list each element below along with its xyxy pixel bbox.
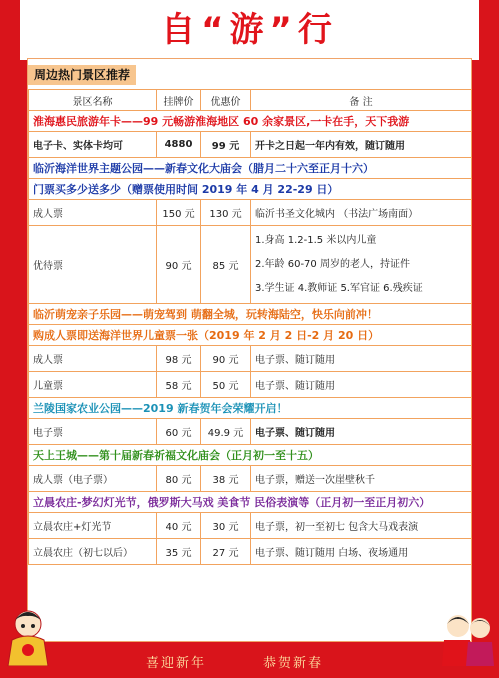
group-banner-row bbox=[29, 111, 472, 132]
deal-price: 50 元 bbox=[201, 372, 251, 398]
column-name: 景区名称 bbox=[29, 90, 157, 111]
page-title: 自“游”行 bbox=[161, 10, 338, 50]
group-banner: 淮海惠民旅游年卡——99 元畅游淮海地区 60 余家景区,一卡在手，天下我游 bbox=[29, 111, 472, 132]
table-row bbox=[29, 346, 472, 372]
footer-right: 恭贺新春 bbox=[263, 656, 324, 671]
group-banner-row bbox=[29, 398, 472, 419]
column-deal-price: 优惠价 bbox=[201, 90, 251, 111]
ticket-note: 临沂书圣文化城内 （书法广场南面） bbox=[251, 200, 472, 226]
price-sheet bbox=[27, 58, 472, 642]
ticket-name: 立晨农庄+灯光节 bbox=[29, 513, 157, 539]
list-price: 90 元 bbox=[157, 226, 201, 304]
ticket-name: 立晨农庄（初七以后） bbox=[29, 539, 157, 565]
ticket-note: 电子票，赠送一次崖壁秋千 bbox=[251, 466, 472, 492]
group-banner-row bbox=[29, 158, 472, 179]
footer-banner bbox=[0, 644, 499, 678]
ticket-note: 电子票、随订随用 bbox=[251, 372, 472, 398]
ticket-note: 电子票、随订随用 bbox=[251, 346, 472, 372]
price-table bbox=[28, 89, 472, 565]
table-row bbox=[29, 419, 472, 445]
ticket-note: 电子票、随订随用 白场、夜场通用 bbox=[251, 539, 472, 565]
group-subbanner: 门票买多少送多少（赠票使用时间 2019 年 4 月 22-29 日） bbox=[29, 179, 472, 200]
deal-price: 38 元 bbox=[201, 466, 251, 492]
column-note: 备 注 bbox=[251, 90, 472, 111]
list-price: 98 元 bbox=[157, 346, 201, 372]
deal-price: 130 元 bbox=[201, 200, 251, 226]
group-subbanner-row bbox=[29, 325, 472, 346]
ticket-name: 电子卡、实体卡均可 bbox=[29, 132, 157, 158]
deal-price: 85 元 bbox=[201, 226, 251, 304]
table-row bbox=[29, 513, 472, 539]
ticket-name: 优待票 bbox=[29, 226, 157, 304]
note-line: 3.学生证 4.教师证 5.军官证 6.残疾证 bbox=[255, 282, 423, 294]
table-row bbox=[29, 226, 472, 304]
list-price: 4880 bbox=[157, 132, 201, 158]
deal-price: 30 元 bbox=[201, 513, 251, 539]
list-price: 40 元 bbox=[157, 513, 201, 539]
ticket-note: 开卡之日起一年内有效，随订随用 bbox=[251, 132, 472, 158]
column-list-price: 挂牌价 bbox=[157, 90, 201, 111]
table-row bbox=[29, 200, 472, 226]
group-banner-row bbox=[29, 492, 472, 513]
ticket-name: 成人票 bbox=[29, 346, 157, 372]
deal-price: 27 元 bbox=[201, 539, 251, 565]
group-banner: 立晨农庄-梦幻灯光节，俄罗斯大马戏 美食节 民俗表演等（正月初一至正月初六） bbox=[29, 492, 472, 513]
group-banner-row bbox=[29, 304, 472, 325]
list-price: 80 元 bbox=[157, 466, 201, 492]
ticket-name: 儿童票 bbox=[29, 372, 157, 398]
group-subbanner-row bbox=[29, 179, 472, 200]
group-banner: 天上王城——第十届新春祈福文化庙会（正月初一至十五） bbox=[29, 445, 472, 466]
group-banner: 临沂萌宠亲子乐园——萌宠驾到 萌翻全城，玩转海陆空，快乐向前冲！ bbox=[29, 304, 472, 325]
table-row bbox=[29, 132, 472, 158]
group-banner: 临沂海洋世界主题公园——新春文化大庙会（腊月二十六至正月十六） bbox=[29, 158, 472, 179]
group-banner-row bbox=[29, 445, 472, 466]
note-line: 1.身高 1.2-1.5 米以内儿童 bbox=[255, 234, 377, 246]
note-line: 2.年龄 60-70 周岁的老人，持证件 bbox=[255, 258, 410, 270]
deal-price: 90 元 bbox=[201, 346, 251, 372]
table-header-row bbox=[29, 90, 472, 111]
deal-price: 49.9 元 bbox=[201, 419, 251, 445]
ticket-note: 电子票、随订随用 bbox=[251, 419, 472, 445]
table-row bbox=[29, 372, 472, 398]
ticket-name: 成人票 bbox=[29, 200, 157, 226]
section-title: 周边热门景区推荐 bbox=[28, 65, 136, 85]
group-banner: 兰陵国家农业公园——2019 新春贺年会荣耀开启！ bbox=[29, 398, 472, 419]
ticket-name: 成人票（电子票） bbox=[29, 466, 157, 492]
footer-left: 喜迎新年 bbox=[146, 656, 207, 671]
group-subbanner: 购成人票即送海洋世界儿童票一张（2019 年 2 月 2 日-2 月 20 日） bbox=[29, 325, 472, 346]
ticket-name: 电子票 bbox=[29, 419, 157, 445]
table-row bbox=[29, 466, 472, 492]
list-price: 58 元 bbox=[157, 372, 201, 398]
table-row bbox=[29, 539, 472, 565]
list-price: 150 元 bbox=[157, 200, 201, 226]
deal-price: 99 元 bbox=[201, 132, 251, 158]
ticket-note: 电子票，初一至初七 包含大马戏表演 bbox=[251, 513, 472, 539]
ticket-note bbox=[251, 226, 472, 304]
list-price: 35 元 bbox=[157, 539, 201, 565]
list-price: 60 元 bbox=[157, 419, 201, 445]
